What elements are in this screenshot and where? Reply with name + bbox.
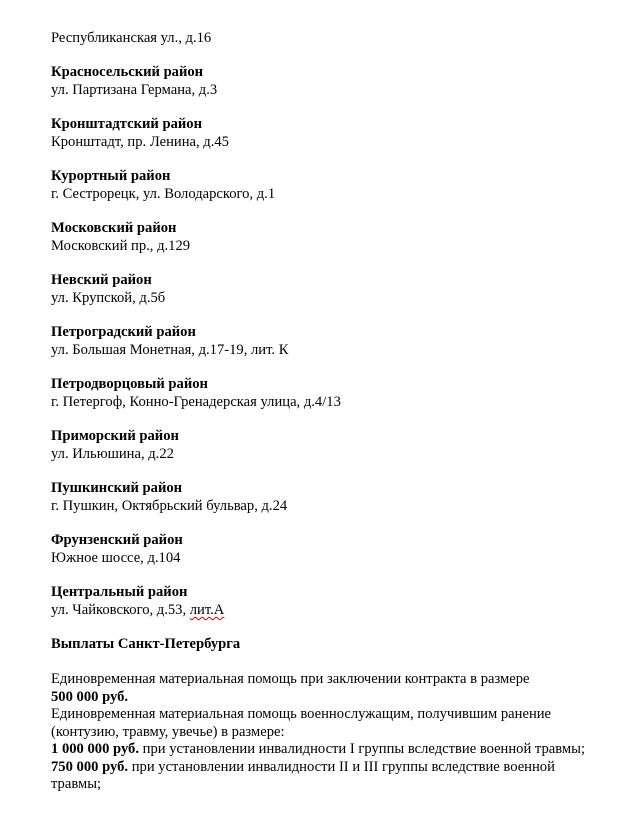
top-address: Республиканская ул., д.16 <box>51 30 212 46</box>
district-block <box>51 271 591 307</box>
district-address: ул. Партизана Германа, д.3 <box>51 82 218 98</box>
district-list <box>51 63 591 583</box>
district-address: ул. Ильюшина, д.22 <box>51 446 174 462</box>
payments-heading: Выплаты Санкт-Петербурга <box>51 636 241 652</box>
payment-amount: 1 000 000 руб. <box>51 741 139 757</box>
district-name: Невский район <box>51 272 152 288</box>
district-address: ул. Большая Монетная, д.17-19, лит. К <box>51 342 289 358</box>
payment-items <box>51 741 591 794</box>
district-block <box>51 375 591 411</box>
district-name: Центральный район <box>51 584 188 600</box>
payment-condition: при установлении инвалидности I группы вследствие военной травмы; <box>139 741 586 757</box>
district-address: Кронштадт, пр. Ленина, д.45 <box>51 134 229 150</box>
district-address: Южное шоссе, д.104 <box>51 550 181 566</box>
district-name: Фрунзенский район <box>51 532 183 548</box>
district-block <box>51 219 591 255</box>
district-address <box>51 601 591 619</box>
district-name: Петроградский район <box>51 324 196 340</box>
document-page <box>51 29 591 794</box>
district-address: г. Сестрорецк, ул. Володарского, д.1 <box>51 186 276 202</box>
district-address: ул. Крупской, д.5б <box>51 290 166 306</box>
district-name: Петродворцовый район <box>51 376 208 392</box>
district-block <box>51 323 591 359</box>
district-block <box>51 531 591 567</box>
lump-sum-amount: 500 000 руб. <box>51 689 129 705</box>
district-block <box>51 479 591 515</box>
payment-condition: при установлении инвалидности II и III группы вследствие военной травмы; <box>51 758 555 792</box>
district-address: г. Петергоф, Конно-Гренадерская улица, д.4/13 <box>51 394 341 410</box>
payment-item <box>51 741 591 759</box>
district-name: Кронштадтский район <box>51 116 202 132</box>
district-name: Красносельский район <box>51 64 204 80</box>
lump-sum-text: Единовременная материальная помощь при заключении контракта в размере <box>51 671 530 687</box>
district-block <box>51 583 591 619</box>
district-block <box>51 167 591 203</box>
district-name: Пушкинский район <box>51 480 183 496</box>
payment-amount: 750 000 руб. <box>51 758 129 775</box>
district-block <box>51 115 591 151</box>
injury-text: Единовременная материальная помощь военнослужащим, получившим ранение (контузию, травму, увечье) в размере: <box>51 706 552 740</box>
district-name: Московский район <box>51 220 177 236</box>
district-address: Московский пр., д.129 <box>51 238 191 254</box>
payment-item <box>51 759 591 794</box>
spellcheck-flagged-word: лит.А <box>189 602 225 618</box>
district-address: г. Пушкин, Октябрьский бульвар, д.24 <box>51 498 288 514</box>
district-name: Приморский район <box>51 428 179 444</box>
district-block <box>51 427 591 463</box>
address-text: ул. Чайковского, д.53, <box>51 602 190 618</box>
district-block <box>51 63 591 99</box>
district-name: Курортный район <box>51 168 171 184</box>
